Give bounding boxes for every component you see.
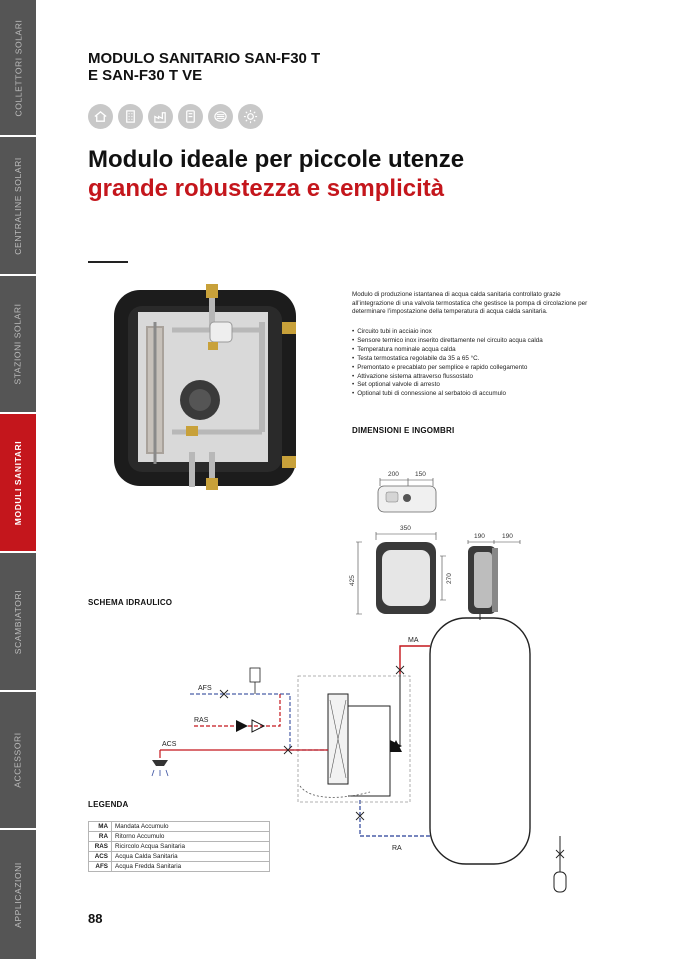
table-row: AFS Acqua Fredda Sanitaria (89, 862, 270, 872)
panel-icon (178, 104, 203, 129)
list-item: • Temperatura nominale acqua calda (352, 346, 604, 355)
tab-scambiatori[interactable]: SCAMBIATORI (0, 553, 36, 692)
dim-width: 350 (400, 525, 411, 532)
list-item: • Premontato e precablato per semplice e rapido collegamento (352, 364, 604, 373)
list-item: • Sensore termico inox inserito direttamente nel circuito acqua calda (352, 337, 604, 346)
list-item: • Testa termostatica regolabile da 35 a 65 °C. (352, 355, 604, 364)
table-row: MA Mandata Accumulo (89, 822, 270, 832)
application-icons (88, 104, 263, 129)
legend-table (88, 821, 270, 872)
product-title-line2: E SAN-F30 T VE (88, 67, 203, 84)
table-row: ACS Acqua Calda Sanitaria (89, 852, 270, 862)
building-icon (118, 104, 143, 129)
dim-side-a: 190 (474, 533, 485, 540)
list-item: • Attivazione sistema attraverso flussostato (352, 373, 604, 382)
label-afs: AFS (198, 685, 212, 692)
label-ma: MA (408, 637, 419, 644)
sun-icon (238, 104, 263, 129)
list-item: • Circuito tubi in acciaio inox (352, 328, 604, 337)
table-row: RAS Ricircolo Acqua Sanitaria (89, 842, 270, 852)
tab-centraline-solari[interactable]: CENTRALINE SOLARI (0, 137, 36, 276)
product-photo (112, 282, 298, 494)
heat-exchanger-icon (208, 104, 233, 129)
house-icon (88, 104, 113, 129)
product-title-line1: MODULO SANITARIO SAN-F30 T (88, 50, 321, 67)
page-number: 88 (88, 911, 103, 926)
label-ras: RAS (194, 717, 209, 724)
tab-collettori-solari[interactable]: COLLETTORI SOLARI (0, 0, 36, 137)
dimensions-heading: DIMENSIONI E INGOMBRI (352, 426, 455, 435)
sidebar (0, 0, 36, 959)
list-item: • Optional tubi di connessione al serbatoio di accumulo (352, 390, 604, 399)
factory-icon (148, 104, 173, 129)
tab-moduli-sanitari[interactable]: MODULI SANITARI (0, 414, 36, 553)
headline: Modulo ideale per piccole utenze (88, 146, 465, 173)
schema-heading: SCHEMA IDRAULICO (88, 598, 173, 607)
tab-accessori[interactable]: ACCESSORI (0, 692, 36, 830)
list-item: • Set optional valvole di arresto (352, 381, 604, 390)
legend-heading: LEGENDA (88, 800, 129, 809)
dim-top-a: 200 (388, 471, 399, 478)
table-row: RA Ritorno Accumulo (89, 832, 270, 842)
dimensions-drawing (340, 464, 530, 624)
product-description: Modulo di produzione istantanea di acqua calda sanitaria controllato grazie all’integrazione di una valvola termostatica che gestisce la pompa di circolazione per determinare l’impostazione della temperatura di acqua calda sanitaria. (352, 291, 588, 316)
dim-side-b: 190 (502, 533, 513, 540)
dim-inner-height: 270 (446, 573, 453, 584)
section-divider (88, 261, 128, 263)
headline-subtitle: grande robustezza e semplicità (88, 175, 445, 202)
label-ra: RA (392, 845, 402, 852)
tab-stazioni-solari[interactable]: STAZIONI SOLARI (0, 276, 36, 414)
tab-applicazioni[interactable]: APPLICAZIONI (0, 830, 36, 959)
dim-top-b: 150 (415, 471, 426, 478)
feature-list (352, 328, 604, 399)
label-acs: ACS (162, 741, 177, 748)
product-title (88, 50, 320, 84)
dim-height: 425 (349, 575, 356, 586)
